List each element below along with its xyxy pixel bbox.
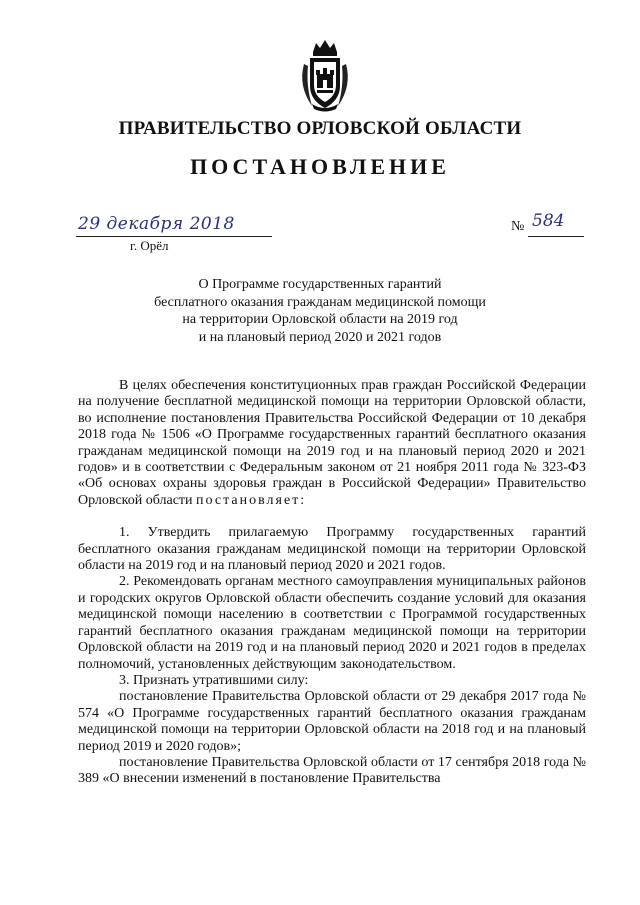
handwritten-number: 584 [532, 211, 565, 231]
item-paragraph: 2. Рекомендовать органам местного самоуправления муниципальных районов и городских округов Орловской области обеспечить создание условий для оказания медицинской помощи населению в соответствии с Программой государственных гарантий бесплатного оказания гражданам медицинской помощи на территории Орловской области на 2019 год и на плановый период 2020 и 2021 годов в пределах полномочий, установленных действующим законодательством. [78, 574, 586, 672]
subject-line: О Программе государственных гарантий [198, 277, 442, 292]
number-underline [528, 236, 584, 237]
document-subject [100, 276, 540, 346]
document-body [78, 378, 586, 788]
city-label: г. Орёл [130, 238, 169, 253]
item-paragraph: 1. Утвердить прилагаемую Программу государственных гарантий бесплатного оказания гражданам медицинской помощи на территории Орловской области на 2019 год и на плановый период 2020 и 2021 годов. [78, 525, 586, 574]
government-title: ПРАВИТЕЛЬСТВО ОРЛОВСКОЙ ОБЛАСТИ [118, 118, 522, 139]
date-underline [76, 236, 272, 237]
subject-line: бесплатного оказания гражданам медицинской помощи [154, 294, 486, 310]
document-type-title: ПОСТАНОВЛЕНИЕ [190, 154, 450, 179]
number-label: № [511, 219, 525, 234]
item-paragraph: постановление Правительства Орловской области от 29 декабря 2017 года № 574 «О Программе государственных гарантий бесплатного оказания гражданам медицинской помощи на территории Орловской области на 2018 год и на плановый период 2019 и 2020 годов»; [78, 689, 586, 754]
preamble-text: В целях обеспечения конституционных прав граждан Российской Федерации на получение бесплатной медицинской помощи на территории Орловской области, во исполнение постановления Правительства Российской Федерации от 10 декабря 2018 года № 1506 «О Программе государственных гарантий бесплатного оказания гражданам медицинской помощи на 2019 год и на плановый период 2020 и 2021 годов» и в соответствии с Федеральным законом от 21 ноября 2011 года № 323-ФЗ «Об основах охраны здоровья граждан в Российской Федерации» Правительство Орловской области [78, 378, 586, 508]
decree-word: постановляет: [196, 492, 307, 508]
preamble-paragraph [78, 378, 586, 509]
item-paragraph: постановление Правительства Орловской области от 17 сентября 2018 года № 389 «О внесении изменений в постановление Правительства [78, 754, 586, 787]
coat-of-arms-icon [296, 38, 354, 114]
subject-line: на территории Орловской области на 2019 год [182, 312, 458, 327]
handwritten-date: 29 декабря 2018 [78, 214, 235, 234]
item-paragraph: 3. Признать утратившими силу: [119, 672, 309, 688]
subject-line: и на плановый период 2020 и 2021 годов [198, 329, 442, 345]
